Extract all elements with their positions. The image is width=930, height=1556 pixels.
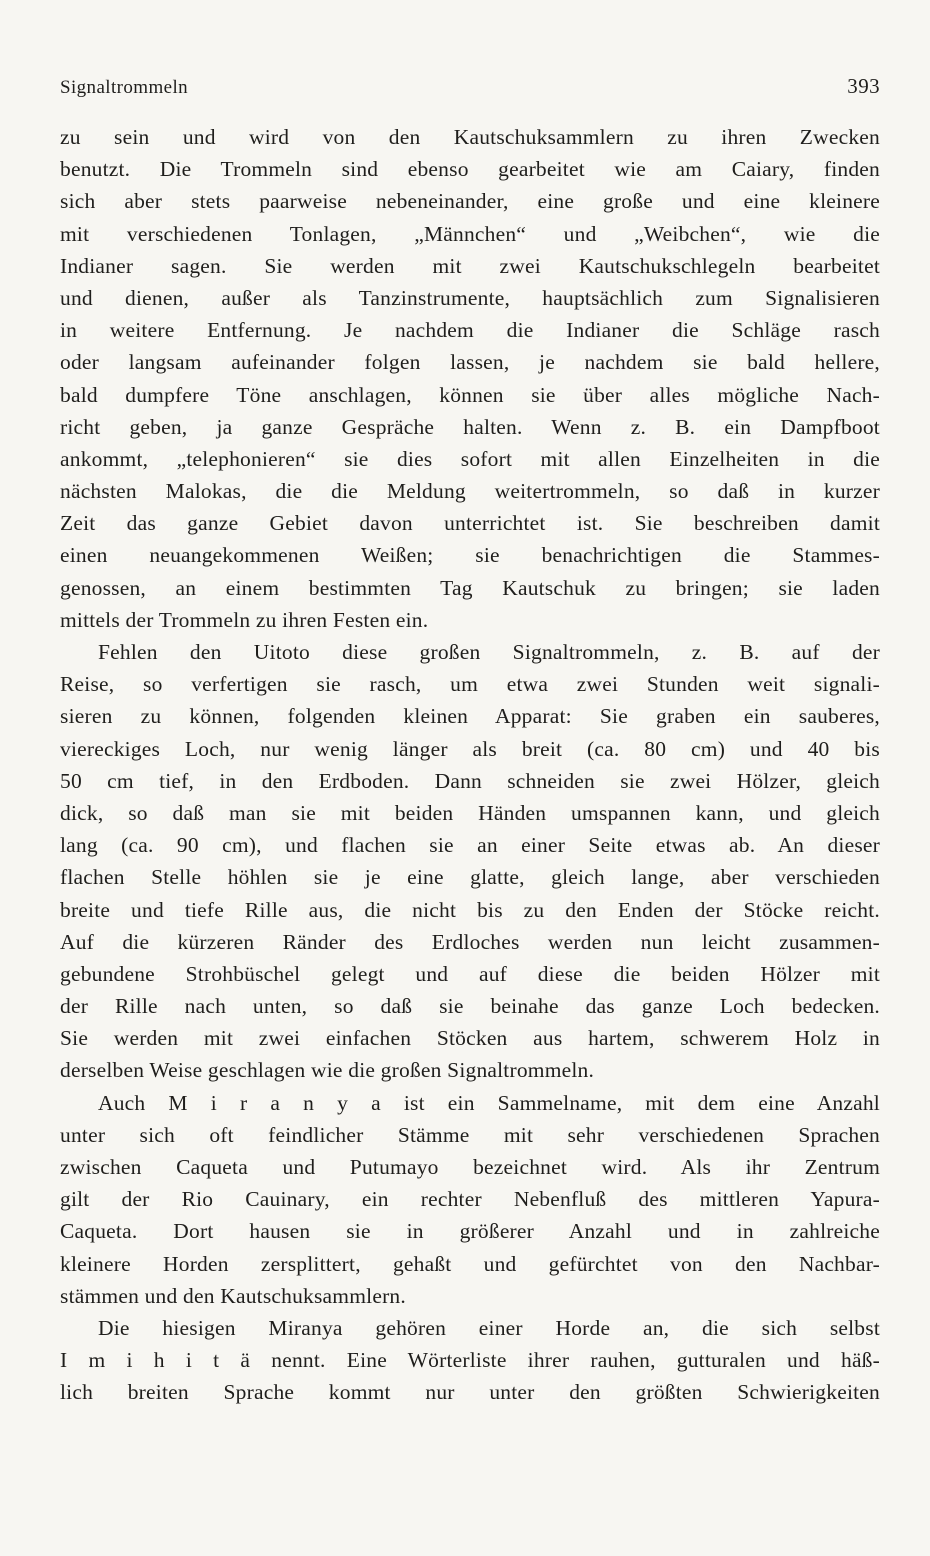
text-line: stämmen und den Kautschuksammlern. xyxy=(60,1283,406,1308)
text-line: und dienen, außer als Tanzinstrumente, hauptsächlich zum Signalisieren xyxy=(60,285,880,310)
text-line: oder langsam aufeinander folgen lassen, je nachdem sie bald hellere, xyxy=(60,350,880,375)
text-line: 50 cm tief, in den Erdboden. Dann schneiden sie zwei Hölzer, gleich xyxy=(60,768,880,793)
text-line: Indianer sagen. Sie werden mit zwei Kautschukschlegeln bearbeitet xyxy=(60,253,880,278)
text-line: sich aber stets paarweise nebeneinander, eine große und eine kleinere xyxy=(60,189,880,214)
text-line: lich breiten Sprache kommt nur unter den größten Schwierigkeiten xyxy=(60,1380,880,1405)
text-line: I m i h i t ä nennt. Eine Wörterliste ihrer rauhen, gutturalen und häß- xyxy=(60,1348,880,1373)
text-line: Sie werden mit zwei einfachen Stöcken aus hartem, schwerem Holz in xyxy=(60,1026,880,1051)
text-line: dick, so daß man sie mit beiden Händen umspannen kann, und gleich xyxy=(60,800,880,825)
paragraph xyxy=(60,121,880,636)
text-line: Reise, so verfertigen sie rasch, um etwa zwei Stunden weit signali- xyxy=(60,672,880,697)
text-line: mittels der Trommeln zu ihren Festen ein. xyxy=(60,607,429,632)
text-line: Caqueta. Dort hausen sie in größerer Anzahl und in zahlreiche xyxy=(60,1219,880,1244)
text-line: einen neuangekommenen Weißen; sie benachrichtigen die Stammes- xyxy=(60,543,880,568)
text-line: unter sich oft feindlicher Stämme mit sehr verschiedenen Sprachen xyxy=(60,1122,880,1147)
text-line: nächsten Malokas, die die Meldung weitertrommeln, so daß in kurzer xyxy=(60,479,880,504)
text-line: mit verschiedenen Tonlagen, „Männchen“ und „Weibchen“, wie die xyxy=(60,221,880,246)
text-line: derselben Weise geschlagen wie die großen Signaltrommeln. xyxy=(60,1058,595,1083)
paragraph xyxy=(60,1312,880,1409)
text-line: breite und tiefe Rille aus, die nicht bis zu den Enden der Stöcke reicht. xyxy=(60,897,880,922)
text-line: benutzt. Die Trommeln sind ebenso gearbeitet wie am Caiary, finden xyxy=(60,157,880,182)
text-line: ankommt, „telephonieren“ sie dies sofort mit allen Einzelheiten in die xyxy=(60,446,880,471)
text-line: viereckiges Loch, nur wenig länger als breit (ca. 80 cm) und 40 bis xyxy=(60,736,880,761)
page-number: 393 xyxy=(847,74,880,98)
running-header xyxy=(60,0,880,99)
text-line: zu sein und wird von den Kautschuksammlern zu ihren Zwecken xyxy=(60,125,880,149)
text-line: genossen, an einem bestimmten Tag Kautschuk zu bringen; sie laden xyxy=(60,575,880,600)
paragraph xyxy=(60,636,880,1087)
paragraph xyxy=(60,1087,880,1312)
text-line: Auch M i r a n y a ist ein Sammelname, mit dem eine Anzahl xyxy=(98,1090,880,1115)
text-line: in weitere Entfernung. Je nachdem die Indianer die Schläge rasch xyxy=(60,318,880,343)
text-line: kleinere Horden zersplittert, gehaßt und gefürchtet von den Nachbar- xyxy=(60,1251,880,1276)
text-line: Auf die kürzeren Ränder des Erdloches werden nun leicht zusammen- xyxy=(60,929,880,954)
page-body xyxy=(60,121,880,1409)
text-line: richt geben, ja ganze Gespräche halten. Wenn z. B. ein Dampfboot xyxy=(60,414,880,439)
text-line: lang (ca. 90 cm), und flachen sie an einer Seite etwas ab. An dieser xyxy=(60,833,880,858)
text-line: der Rille nach unten, so daß sie beinahe das ganze Loch bedecken. xyxy=(60,994,880,1019)
book-page xyxy=(60,0,880,1409)
text-line: sieren zu können, folgenden kleinen Apparat: Sie graben ein sauberes, xyxy=(60,704,880,729)
text-line: bald dumpfere Töne anschlagen, können sie über alles mögliche Nach- xyxy=(60,382,880,407)
text-line: Zeit das ganze Gebiet davon unterrichtet ist. Sie beschreiben damit xyxy=(60,511,880,536)
text-line: Die hiesigen Miranya gehören einer Horde an, die sich selbst xyxy=(98,1315,880,1340)
text-line: gebundene Strohbüschel gelegt und auf diese die beiden Hölzer mit xyxy=(60,961,880,986)
text-line: gilt der Rio Cauinary, ein rechter Nebenfluß des mittleren Yapura- xyxy=(60,1187,880,1212)
text-line: zwischen Caqueta und Putumayo bezeichnet wird. Als ihr Zentrum xyxy=(60,1155,880,1179)
text-line: Fehlen den Uitoto diese großen Signaltrommeln, z. B. auf der xyxy=(98,640,880,664)
text-line: flachen Stelle höhlen sie je eine glatte, gleich lange, aber verschieden xyxy=(60,865,880,890)
running-title: Signaltrommeln xyxy=(60,77,189,98)
